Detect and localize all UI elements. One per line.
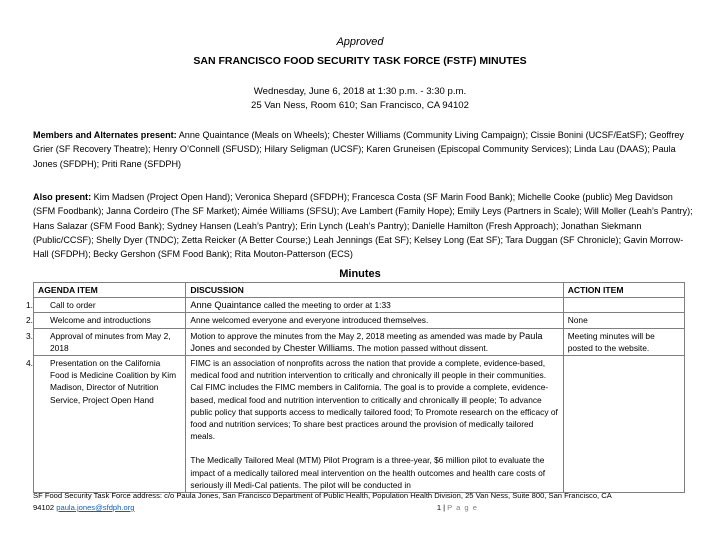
agenda-item [26, 298, 186, 313]
footer-address: SF Food Security Task Force address: c/o Paula Jones, San Francisco Department of Public Health, Population Health Division, 25 Van Ness, Suite 800, San Francisco, CA [33, 491, 612, 500]
table-row [34, 313, 685, 328]
discussion-paragraph: The Medically Tailored Meal (MTM) Pilot Program is a three-year, $6 million pilot to evaluate the impact of a medically tailored meal intervention on the health outcomes and health care costs of seriously ill Medi-Cal patients. The pilot will be conducted in [190, 455, 546, 490]
item-title: Call to order [50, 300, 96, 311]
paragraph-spacer [190, 442, 558, 454]
table-header-row [34, 283, 685, 298]
action-cell: Meeting minutes will be posted to the website. [563, 328, 684, 355]
agenda-item [26, 313, 186, 328]
agenda-item [26, 356, 186, 493]
item-number: 3. [26, 330, 33, 341]
item-number: 1. [26, 300, 33, 311]
table-row [34, 356, 685, 493]
discussion-cell [186, 298, 563, 313]
page-footer [33, 490, 693, 514]
discussion-text: Motion to approve the minutes from the May 2, 2018 meeting as amended was made by [190, 330, 520, 341]
discussion-name: Anne Quaintance [190, 300, 262, 311]
page-separator: | [443, 503, 446, 512]
item-number: 2. [26, 315, 33, 326]
also-list: Kim Madsen (Project Open Hand); Veronica Shepard (SFDPH); Francesca Costa (SF Marin Food Bank); Michelle Cooke (public) Meg Davidson (SFM Foodbank); Janna Cordeiro (The SF Market); Aimée Williams (SFSU); Ave Lambert (Family Hope); Emily Leys (Partners in Scale); Will Moller (Leah’s Pantry); Hans Salazar (SFM Food Bank); Sydney Hansen (Leah’s Pantry); Erin Lynch (Leah’s Pantry); Danielle Hamilton (Fresh Approach); Jonathan Siekmann (Public/CCSF); Shelly Dyer (TNDC); Zetta Reicker (A Better Course;) Leah Jennings (Eat SF); Kelsey Long (Eat SF); Tara Duggan (SF Chronicle); Gavin Morrow-Hall (SFDPH); Becky Gershon (SFM Food Bank); Rita Mouton-Patterson (ECS) [33, 192, 693, 260]
page-number-value: 1 [436, 503, 442, 512]
footer-line-2 [33, 502, 693, 514]
item-number: 4. [26, 358, 33, 369]
action-cell [563, 298, 684, 313]
members-list: Anne Quaintance (Meals on Wheels); Chester Williams (Community Living Campaign); Cissie Bonini (UCSF/EatSF); Geoffrey Grier (SF Recovery Theatre); Henry O’Connell (SFUSD); Hilary Seligman (UCSF); Karen Gruneisen (Episcopal Community Services); Linda Lau (DAAS); Paula Jones (SFDPH); Priti Rane (SFDPH) [33, 130, 684, 169]
table-row [34, 298, 685, 313]
discussion-cell: Anne welcomed everyone and everyone introduced themselves. [186, 313, 563, 328]
discussion-text: and seconded by [214, 342, 284, 353]
table-row [34, 328, 685, 355]
header-agenda-item: AGENDA ITEM [34, 283, 186, 298]
mover-name: Paula Jones [190, 330, 543, 353]
item-title: Presentation on the California Food is Medicine Coalition by Kim Madison, Director of Nutrition Service, Project Open Hand [50, 358, 177, 405]
item-title: Welcome and introductions [50, 315, 151, 326]
discussion-cell [186, 356, 563, 493]
seconder-name: Chester Williams [283, 342, 353, 353]
meeting-info [0, 85, 720, 113]
members-label: Members and Alternates present: [33, 130, 177, 140]
footer-email-link[interactable]: paula.jones@sfdph.org [56, 503, 135, 512]
meeting-date: Wednesday, June 6, 2018 at 1:30 p.m. - 3:30 p.m. [253, 86, 467, 97]
action-cell: None [563, 313, 684, 328]
page-number [437, 502, 478, 514]
discussion-text: called the meeting to order at 1:33 [261, 300, 391, 311]
approval-status: Approved [336, 36, 384, 48]
minutes-table [26, 282, 685, 493]
members-present [33, 128, 693, 171]
item-title: Approval of minutes from May 2, 2018 [50, 330, 171, 353]
discussion-paragraph: FIMC is an association of nonprofits across the nation that provide a complete, evidence-based, medical food and nutrition intervention to critically and chronically ill people in their communities. Cal FIMC includes the FIMC members in California. The goal is to provide a complete, evidence-based, medical food and nutrition intervention to critically and chronically ill people; To advance public policy that supports access to medically tailored food; To Promote research on the efficacy of food and nutrition services; To share best practices around the provision of medically tailored meals. [190, 358, 558, 442]
page-label: P a g e [447, 503, 478, 512]
header-discussion: DISCUSSION [186, 283, 563, 298]
footer-zip: 94102 [33, 503, 55, 512]
agenda-item [26, 328, 186, 355]
discussion-cell [186, 328, 563, 355]
document-title: SAN FRANCISCO FOOD SECURITY TASK FORCE (FSTF) MINUTES [193, 55, 527, 67]
also-label: Also present: [33, 192, 92, 202]
discussion-text: . The motion passed without dissent. [352, 342, 489, 353]
meeting-location: 25 Van Ness, Room 610; San Francisco, CA 94102 [251, 100, 469, 111]
minutes-heading: Minutes [339, 268, 381, 280]
action-cell [563, 356, 684, 493]
also-present [33, 190, 693, 261]
header-action-item: ACTION ITEM [563, 283, 684, 298]
